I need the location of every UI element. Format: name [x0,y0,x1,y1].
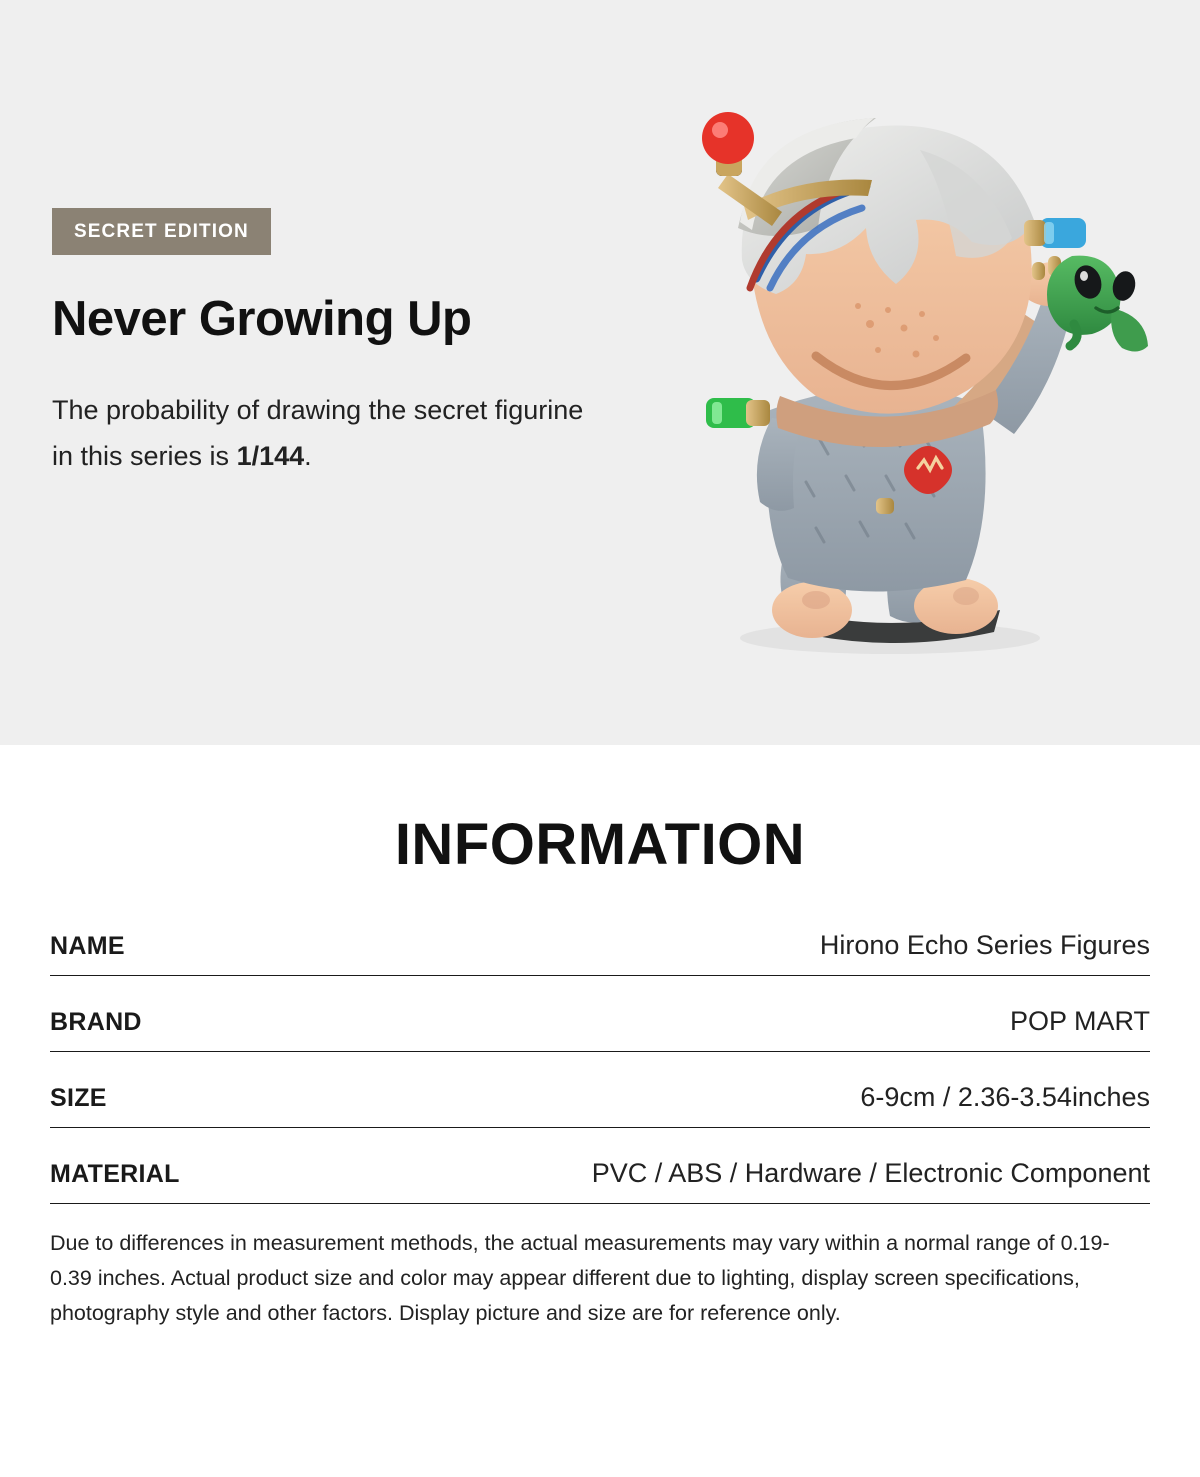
probability-description-text: The probability of drawing the secret figurine in this series is [52,395,584,472]
spec-label-size: SIZE [50,1084,107,1112]
secret-edition-badge: SECRET EDITION [52,208,271,255]
probability-description-suffix: . [304,441,312,472]
table-row [50,1082,1150,1128]
page-title: Never Growing Up [52,292,472,346]
figure-artwork [620,110,1160,680]
table-row [50,930,1150,976]
measurement-disclaimer: Due to differences in measurement methods, the actual measurements may vary within a normal range of 0.19-0.39 inches. Actual product size and color may appear different due to lighting, display screen specifications, photography style and other factors. Display picture and size are for reference only. [50,1231,1110,1325]
probability-value: 1/144 [236,441,305,472]
blue-tube [1024,218,1086,248]
spec-value-brand: POP MART [1009,1006,1150,1036]
spec-label-name: NAME [50,932,125,960]
table-row [50,1006,1150,1052]
spec-value-material: PVC / ABS / Hardware / Electronic Component [591,1158,1150,1188]
spec-value-name: Hirono Echo Series Figures [819,930,1150,960]
information-section [0,811,1200,1354]
probability-description [52,387,592,480]
spec-value-size: 6-9cm / 2.36-3.54inches [860,1082,1150,1112]
spec-label-brand: BRAND [50,1008,142,1036]
information-heading: INFORMATION [394,812,806,877]
spec-label-material: MATERIAL [50,1160,180,1188]
green-tube [706,398,770,428]
table-row [50,1158,1150,1204]
hero-text-block [52,208,612,480]
